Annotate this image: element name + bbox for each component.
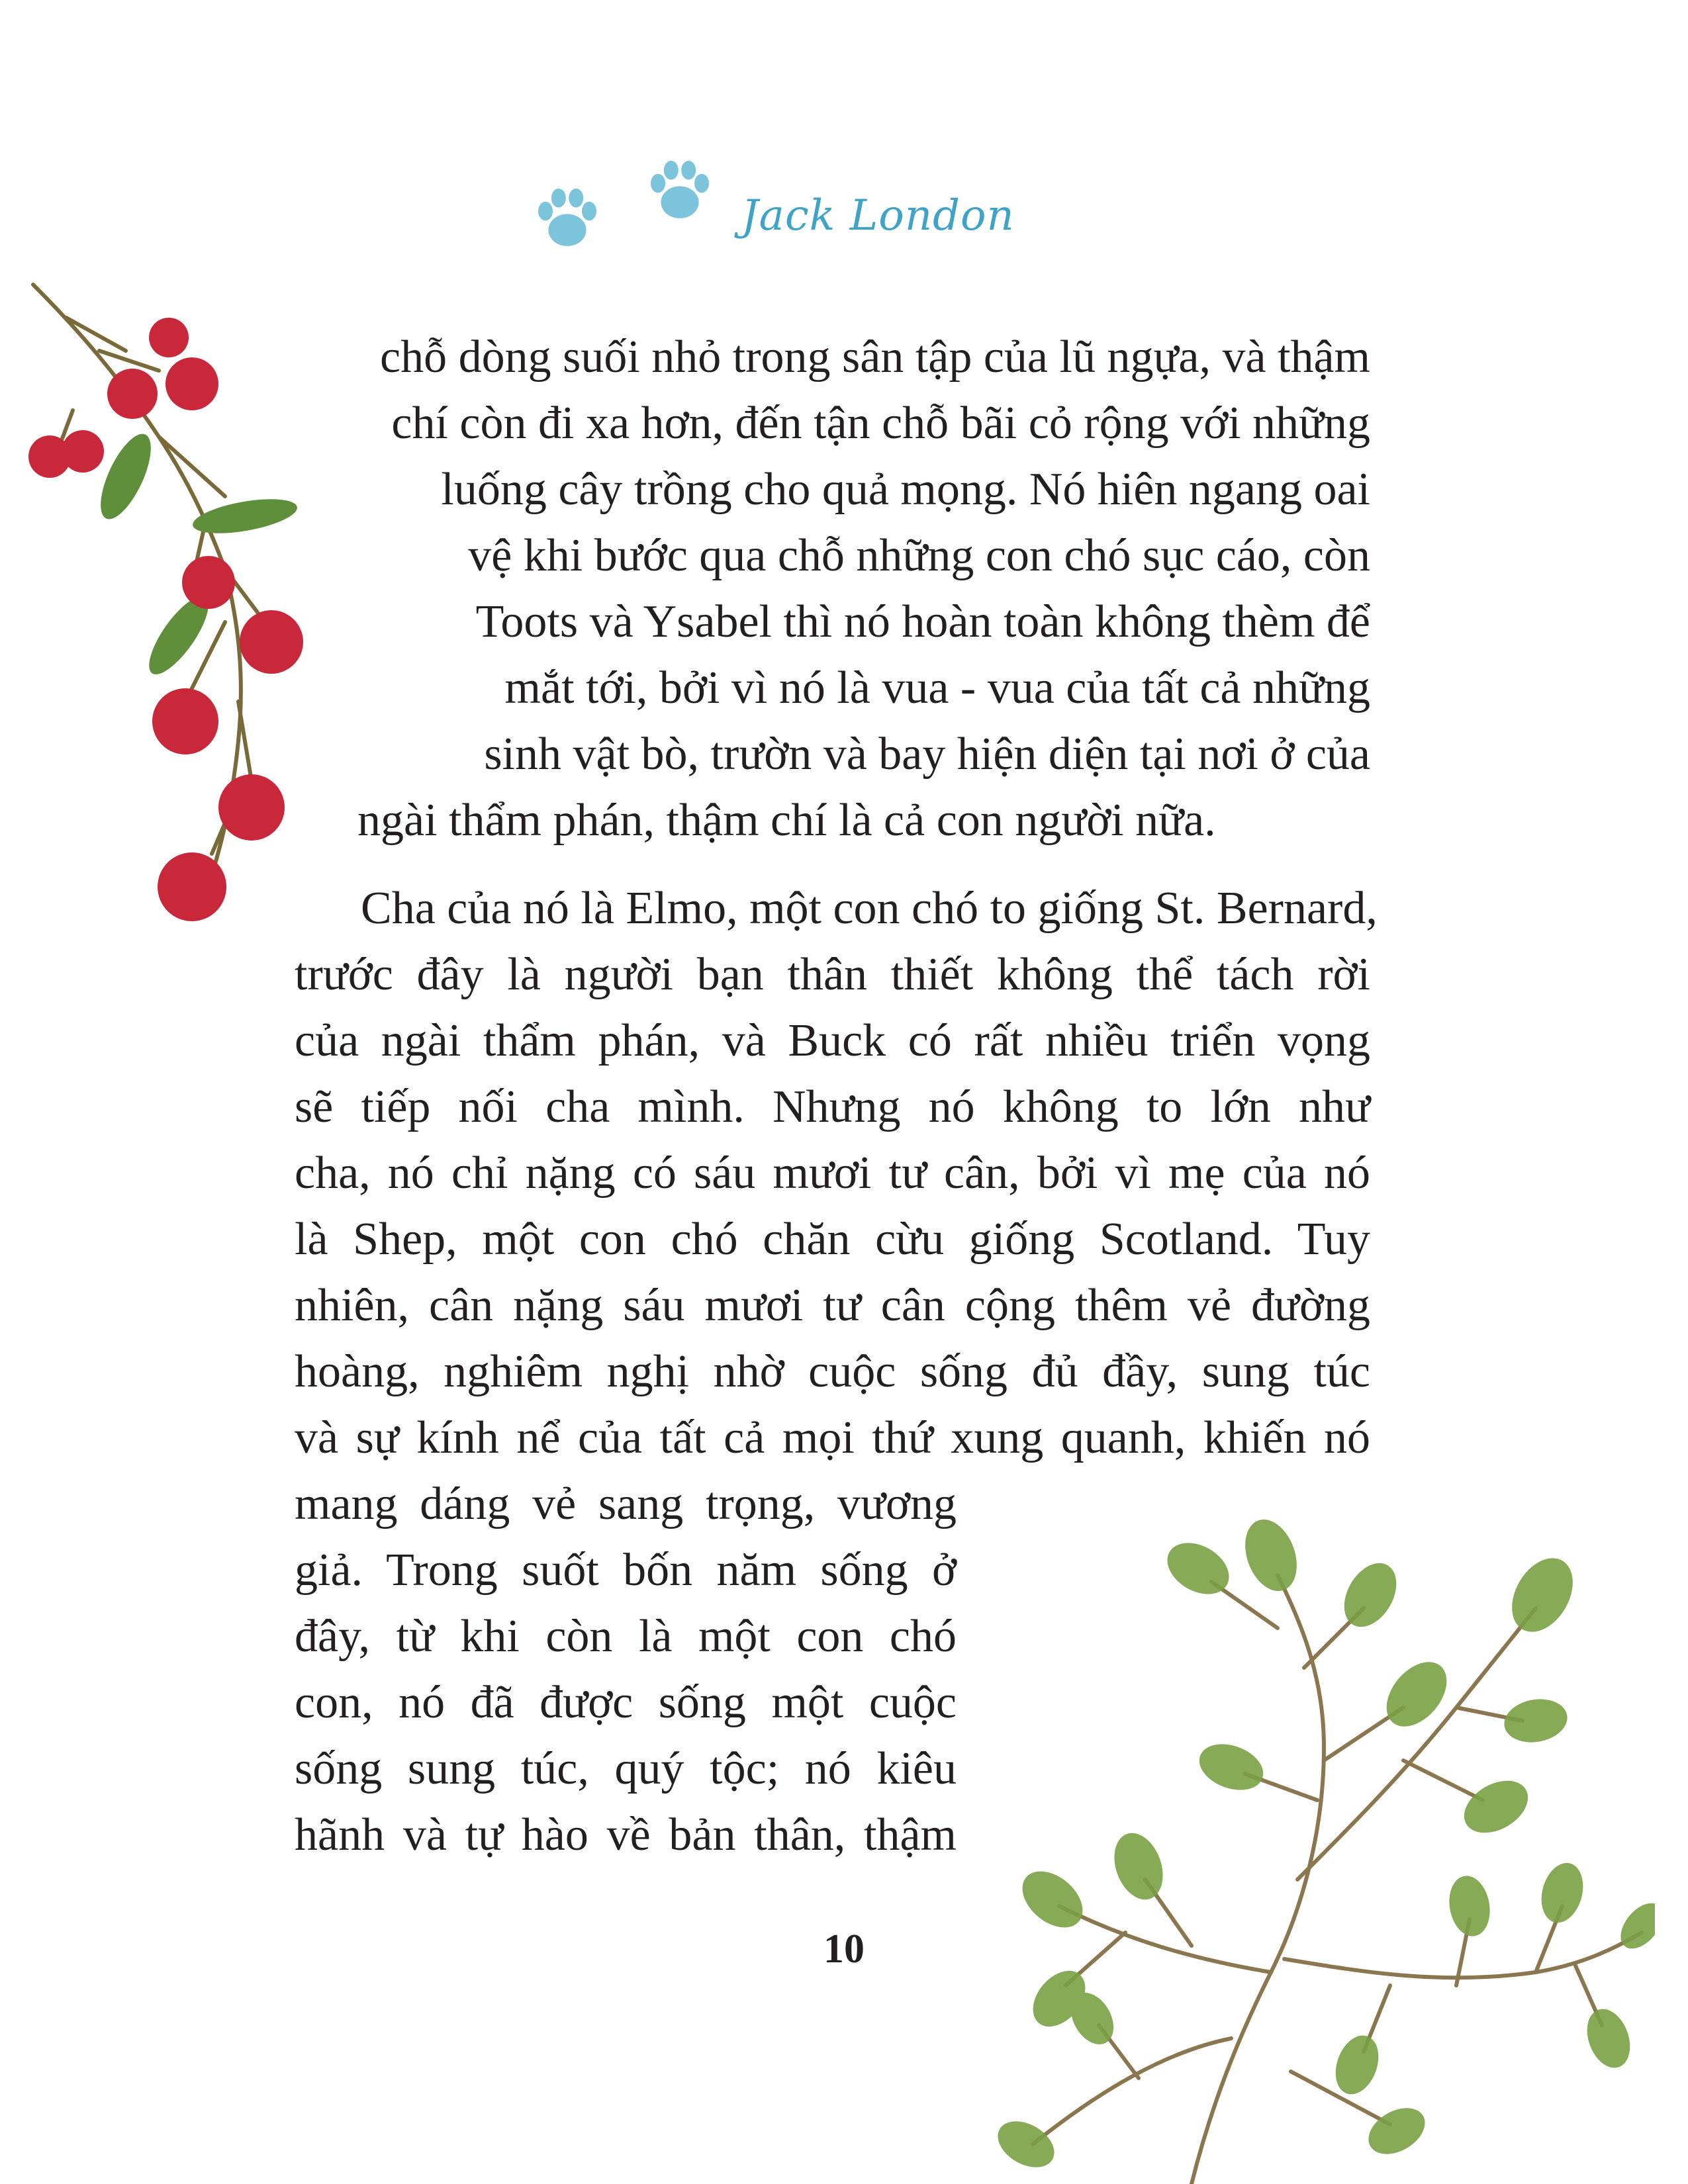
text-line: mắt tới, bởi vì nó là vua - vua của tất cả những: [504, 662, 1370, 713]
text-line: là Shep, một con chó chăn cừu giống Scotland. Tuy: [295, 1214, 1370, 1265]
text-line: sống sung túc, quý tộc; nó kiêu: [295, 1743, 957, 1794]
text-line: hãnh và tự hào về bản thân, thậm: [295, 1809, 957, 1860]
text-line: mang dáng vẻ sang trọng, vương: [295, 1479, 957, 1529]
leaf-branch-illustration: [993, 1509, 1655, 2184]
text-line: hoàng, nghiêm nghị nhờ cuộc sống đủ đầy, sung túc: [295, 1346, 1370, 1397]
text-line: con, nó đã được sống một cuộc: [295, 1677, 957, 1728]
text-line: sinh vật bò, trườn và bay hiện diện tại nơi ở của: [484, 729, 1370, 780]
paw-print-icon: [643, 154, 716, 227]
page-number: 10: [823, 1927, 865, 1972]
author-name: Jack London: [741, 191, 1015, 240]
paw-print-icon: [531, 182, 604, 255]
text-line: và sự kính nể của tất cả mọi thứ xung quanh, khiến nó: [295, 1412, 1370, 1463]
text-line: cha, nó chỉ nặng có sáu mươi tư cân, bởi vì mẹ của nó: [295, 1148, 1370, 1199]
text-line: ngài thẩm phán, thậm chí là cả con người nữa.: [357, 795, 1216, 846]
page-header: [516, 142, 1046, 261]
text-line: chí còn đi xa hơn, đến tận chỗ bãi cỏ rộng với những: [391, 398, 1370, 449]
text-line: trước đây là người bạn thân thiết không thể tách rời: [295, 949, 1370, 1000]
text-line: của ngài thẩm phán, và Buck có rất nhiều triển vọng: [295, 1015, 1370, 1066]
text-line: vệ khi bước qua chỗ những con chó sục cáo, còn: [468, 530, 1370, 581]
text-line: Cha của nó là Elmo, một con chó to giống St. Bernard,: [361, 883, 1378, 934]
text-line: giả. Trong suốt bốn năm sống ở: [295, 1545, 957, 1596]
text-line: Toots và Ysabel thì nó hoàn toàn không thèm để: [475, 596, 1370, 647]
text-line: luống cây trồng cho quả mọng. Nó hiên ngang oai: [441, 464, 1370, 515]
text-line: nhiên, cân nặng sáu mươi tư cân cộng thêm vẻ đường: [295, 1280, 1370, 1331]
text-line: sẽ tiếp nối cha mình. Nhưng nó không to lớn như: [295, 1081, 1370, 1132]
text-line: đây, từ khi còn là một con chó: [295, 1611, 957, 1662]
text-line: chỗ dòng suối nhỏ trong sân tập của lũ ngựa, và thậm: [380, 332, 1370, 383]
